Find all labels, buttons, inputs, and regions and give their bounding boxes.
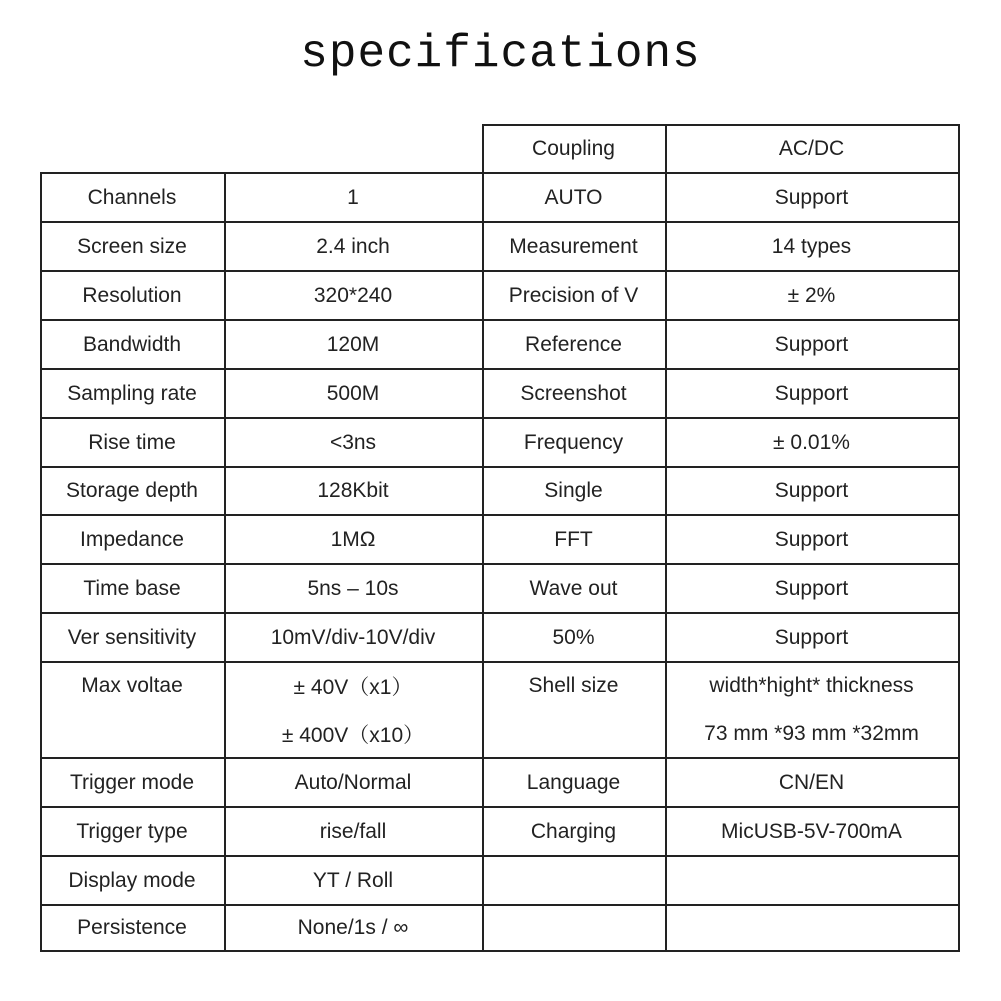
spec-value: 1: [347, 185, 359, 209]
spec-value: ± 40V（x1）: [293, 676, 413, 699]
spec-label: Rise time: [88, 430, 176, 454]
spec-label: Precision of V: [508, 283, 639, 307]
spec-value: 128Kbit: [317, 479, 389, 502]
spec-label: Resolution: [82, 283, 182, 307]
spec-value: AC/DC: [778, 136, 845, 160]
spec-value: rise/fall: [319, 819, 387, 843]
spec-value: width*hight* thickness: [709, 674, 914, 697]
spec-value: Support: [774, 527, 849, 551]
spec-value: 1MΩ: [330, 527, 376, 551]
spec-value: 320*240: [313, 283, 393, 307]
spec-label: Language: [526, 770, 621, 794]
spec-value: <3ns: [329, 430, 377, 454]
spec-label: 50%: [552, 625, 595, 649]
spec-label: Wave out: [529, 576, 618, 600]
table-border: [958, 124, 960, 952]
spec-value: Support: [774, 576, 849, 600]
spec-label: Storage depth: [66, 479, 198, 502]
spec-label: AUTO: [544, 185, 603, 209]
spec-label: Shell size: [528, 674, 619, 697]
spec-label: Screenshot: [520, 381, 627, 405]
spec-label: [482, 905, 665, 951]
spec-value: Support: [774, 479, 849, 502]
spec-label: Charging: [530, 819, 617, 843]
spec-label: Reference: [525, 332, 622, 356]
spec-value: 14 types: [771, 234, 852, 258]
spec-value: 73 mm *93 mm *32mm: [704, 722, 919, 745]
spec-label: Channels: [87, 185, 177, 209]
spec-value: 120M: [326, 332, 380, 356]
spec-label: Screen size: [77, 234, 187, 258]
spec-label: Measurement: [509, 234, 638, 258]
spec-value: Auto/Normal: [294, 770, 412, 794]
spec-value: [665, 905, 958, 951]
spec-label: Frequency: [523, 430, 624, 454]
spec-label: Persistence: [77, 916, 187, 939]
spec-value: Support: [774, 332, 849, 356]
spec-value: ± 400V（x10）: [281, 724, 425, 747]
spec-value: Support: [774, 185, 849, 209]
spec-value: 5ns – 10s: [307, 576, 399, 600]
spec-value: MicUSB-5V-700mA: [721, 819, 902, 843]
spec-label: Single: [544, 479, 603, 502]
spec-label: Trigger type: [76, 819, 188, 843]
spec-label: FFT: [554, 527, 593, 551]
spec-value: 500M: [326, 381, 380, 405]
spec-label: Display mode: [68, 868, 196, 892]
spec-label: Bandwidth: [82, 332, 182, 356]
spec-value: ± 2%: [787, 283, 836, 307]
spec-value: CN/EN: [778, 770, 845, 794]
spec-label: Ver sensitivity: [67, 625, 197, 649]
spec-value: None/1s / ∞: [297, 916, 409, 939]
spec-label: [482, 856, 665, 905]
spec-label: Coupling: [532, 136, 615, 160]
spec-value: [665, 856, 958, 905]
page-title: specifications: [300, 28, 701, 80]
spec-label: Trigger mode: [69, 770, 195, 794]
spec-label: Time base: [83, 576, 181, 600]
spec-value: YT / Roll: [312, 868, 394, 892]
spec-value: Support: [774, 625, 849, 649]
spec-label: Sampling rate: [67, 381, 197, 405]
spec-value: 10mV/div-10V/div: [270, 625, 436, 649]
spec-label: Impedance: [80, 527, 184, 551]
spec-value: ± 0.01%: [773, 430, 850, 454]
spec-label: Max voltae: [81, 674, 183, 697]
spec-value: Support: [774, 381, 849, 405]
spec-value: 2.4 inch: [316, 234, 390, 258]
